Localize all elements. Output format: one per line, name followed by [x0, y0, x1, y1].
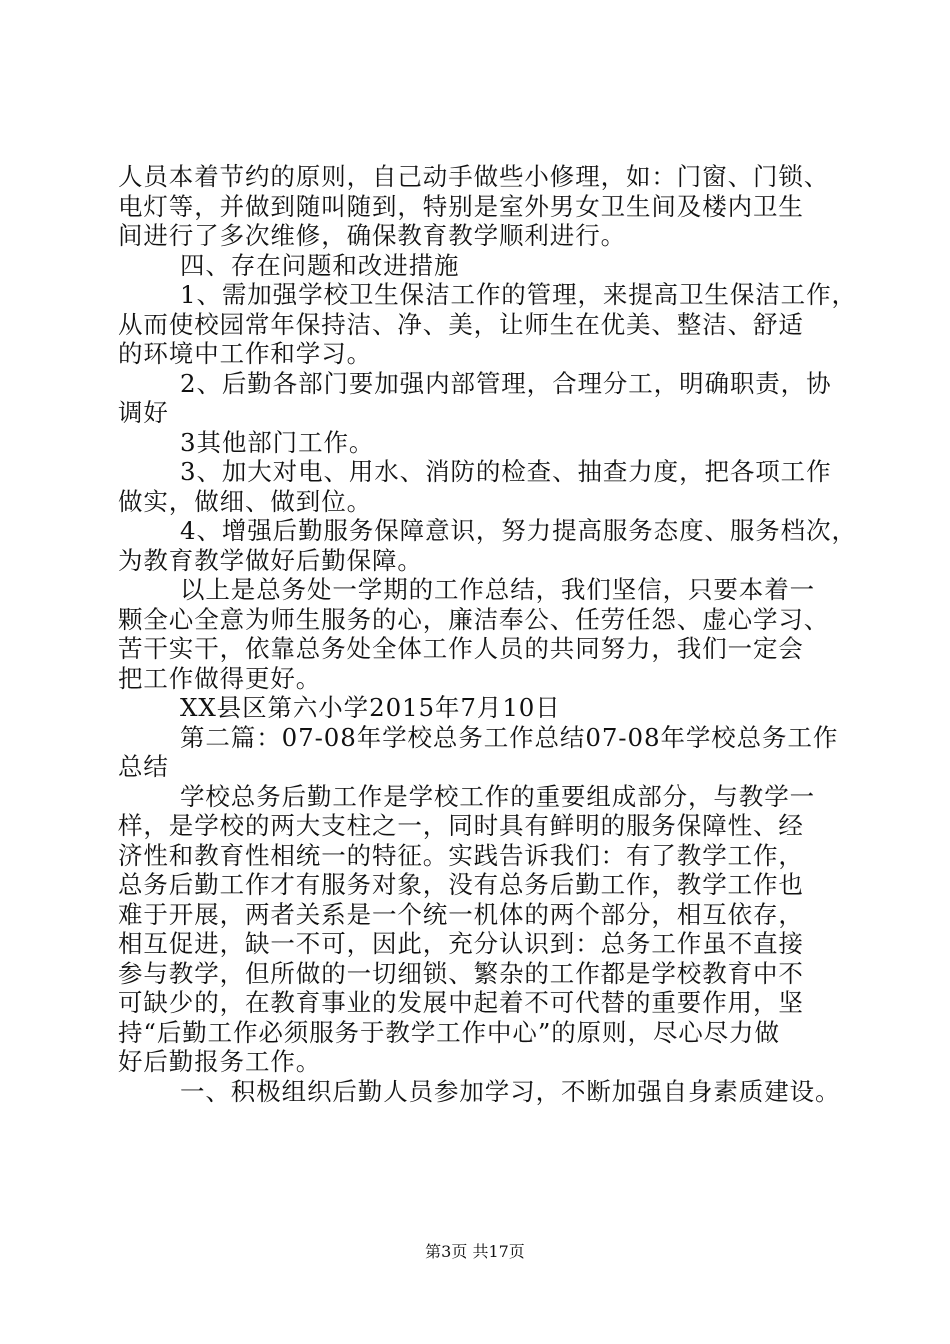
- text-line: 学校总务后勤工作是学校工作的重要组成部分，与教学一: [180, 781, 815, 811]
- text-line: 电灯等，并做到随叫随到，特别是室外男女卫生间及楼内卫生: [118, 191, 804, 221]
- text-line: 1、需加强学校卫生保洁工作的管理，来提高卫生保洁工作，: [180, 280, 857, 309]
- text-line: 济性和教育性相统一的特征。实践告诉我们：有了教学工作，: [118, 840, 804, 870]
- text-line: 颗全心全意为师生服务的心，廉洁奉公、任劳任怨、虚心学习、: [118, 604, 830, 634]
- section-heading: 一、积极组织后勤人员参加学习，不断加强自身素质建设。: [180, 1076, 841, 1106]
- text-line: 间进行了多次维修，确保教育教学顺利进行。: [118, 221, 626, 250]
- text-line: 做实，做细、做到位。: [118, 486, 372, 516]
- document-body: [118, 162, 857, 1106]
- text-line: 相互促进，缺一不可，因此，充分认识到：总务工作虽不直接: [118, 929, 804, 958]
- text-line: 把工作做得更好。: [118, 663, 322, 693]
- text-line: 3其他部门工作。: [180, 427, 375, 457]
- section-heading: 四、存在问题和改进措施: [180, 250, 460, 280]
- text-line: 4、增强后勤服务保障意识，努力提高服务态度、服务档次，: [180, 516, 857, 545]
- section-title: 总结: [118, 752, 169, 781]
- text-line: 总务后勤工作才有服务对象，没有总务后勤工作，教学工作也: [118, 870, 804, 899]
- text-line: 调好: [118, 398, 169, 427]
- text-line: 的环境中工作和学习。: [118, 339, 372, 368]
- text-line: 样，是学校的两大支柱之一，同时具有鲜明的服务保障性、经: [118, 811, 804, 840]
- page-footer: 第3页 共17页: [425, 1242, 525, 1261]
- text-line: 2、后勤各部门要加强内部管理，合理分工，明确职责，协: [180, 368, 832, 398]
- text-line: 以上是总务处一学期的工作总结，我们坚信，只要本着一: [180, 575, 815, 604]
- text-line: 人员本着节约的原则，自己动手做些小修理，如：门窗、门锁、: [118, 162, 830, 191]
- text-line: 苦干实干，依靠总务处全体工作人员的共同努力，我们一定会: [118, 634, 804, 663]
- text-line: 参与教学，但所做的一切细锁、繁杂的工作都是学校教育中不: [118, 958, 804, 988]
- text-line: 可缺少的，在教育事业的发展中起着不可代替的重要作用，坚: [118, 988, 804, 1017]
- section-title: 第二篇：07-08年学校总务工作总结07-08年学校总务工作: [180, 722, 839, 752]
- text-line: 3、加大对电、用水、消防的检查、抽查力度，把各项工作: [180, 457, 832, 486]
- signature-date: XX县区第六小学2015年7月10日: [180, 693, 561, 722]
- text-line: 为教育教学做好后勤保障。: [118, 545, 423, 575]
- text-line: 从而使校园常年保持洁、净、美，让师生在优美、整洁、舒适: [118, 309, 804, 339]
- text-line: 持“后勤工作必须服务于教学工作中心”的原则，尽心尽力做: [118, 1017, 780, 1047]
- text-line: 难于开展，两者关系是一个统一机体的两个部分，相互依存，: [118, 899, 804, 929]
- text-line: 好后勤报务工作。: [118, 1047, 322, 1076]
